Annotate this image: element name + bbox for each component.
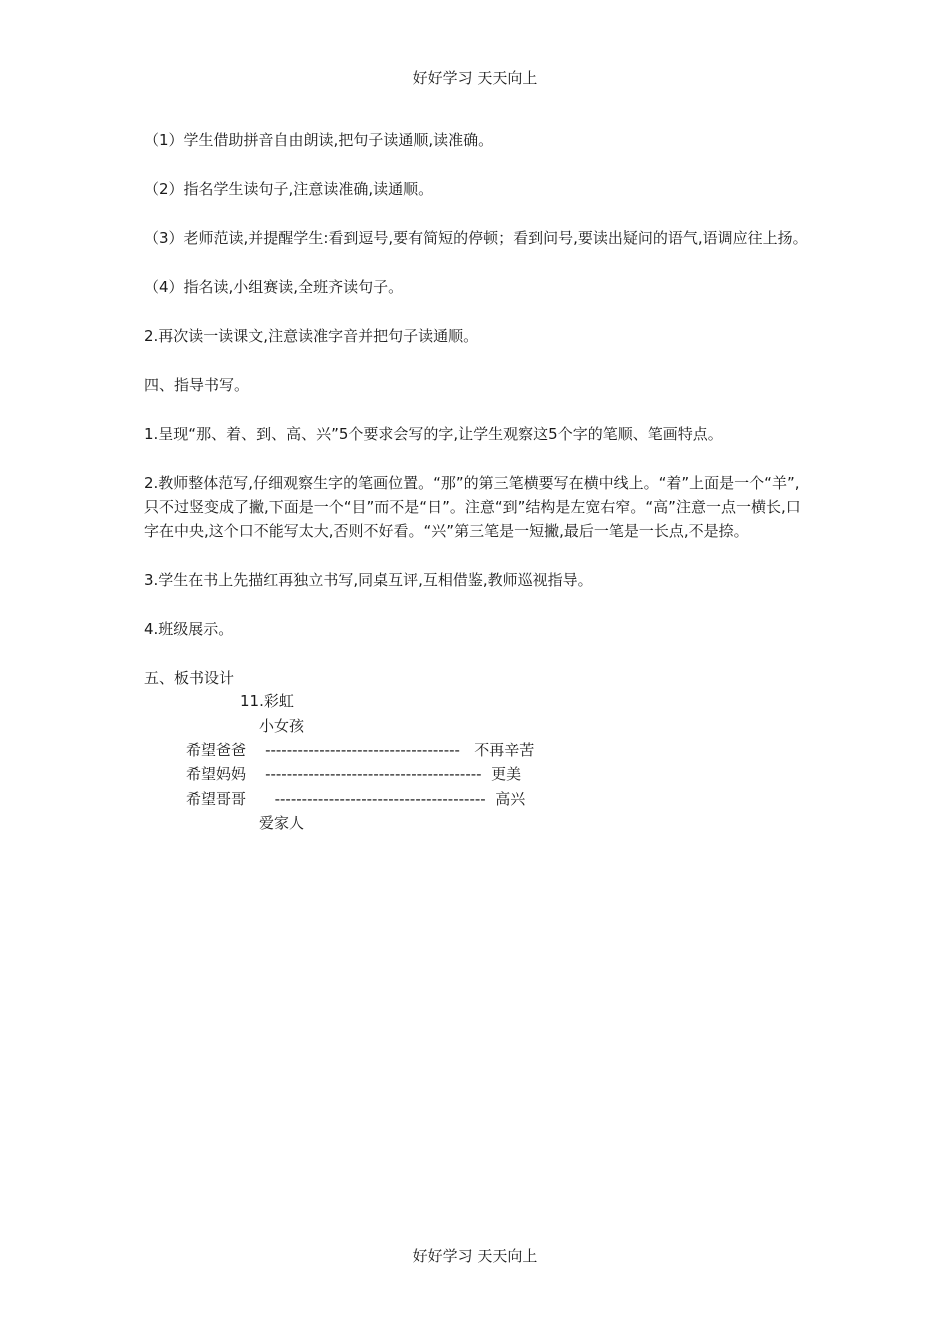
board-conclusion: 爱家人 (259, 814, 305, 832)
board-row-dad: 希望爸爸 ------------------------------------ 不再辛苦 (186, 741, 535, 759)
section-heading-board: 五、板书设计 (144, 669, 235, 687)
page-footer: 好好学习 天天向上 (412, 1247, 538, 1265)
paragraph-writing-4: 4.班级展示。 (144, 620, 234, 638)
paragraph-writing-2: 2.教师整体范写,仔细观察生字的笔画位置。“那”的第三笔横要写在横中线上。“着”上面是一个“羊”,只不过竖变成了撇,下面是一个“目”而不是“日”。注意“到”结构是左宽右窄。“高”注意一点一横长,口字在中央,这个口不能写太大,否则不好看。“兴”第三笔是一短撇,最后一笔是一长点,不是捺。 (144, 474, 801, 540)
paragraph-step-3: （3）老师范读,并提醒学生:看到逗号,要有简短的停顿；看到问号,要读出疑问的语气,语调应往上扬。 (144, 229, 808, 247)
paragraph-writing-1: 1.呈现“那、着、到、高、兴”5个要求会写的字,让学生观察这5个字的笔顺、笔画特点。 (144, 425, 723, 443)
board-row-mom: 希望妈妈 ---------------------------------------- 更美 (186, 765, 522, 783)
document-body (144, 128, 814, 840)
paragraph-reread: 2.再次读一读课文,注意读准字音并把句子读通顺。 (144, 327, 479, 345)
board-title: 11.彩虹 (240, 692, 294, 710)
paragraph-step-1: （1）学生借助拼音自由朗读,把句子读通顺,读准确。 (144, 131, 494, 149)
paragraph-step-4: （4）指名读,小组赛读,全班齐读句子。 (144, 278, 404, 296)
paragraph-writing-3: 3.学生在书上先描红再独立书写,同桌互评,互相借鉴,教师巡视指导。 (144, 571, 593, 589)
board-design (144, 690, 814, 840)
board-subject: 小女孩 (259, 717, 305, 735)
board-row-brother: 希望哥哥 --------------------------------------- 高兴 (186, 790, 526, 808)
section-heading-writing: 四、指导书写。 (144, 376, 250, 394)
paragraph-step-2: （2）指名学生读句子,注意读准确,读通顺。 (144, 180, 434, 198)
page-header: 好好学习 天天向上 (412, 69, 538, 87)
